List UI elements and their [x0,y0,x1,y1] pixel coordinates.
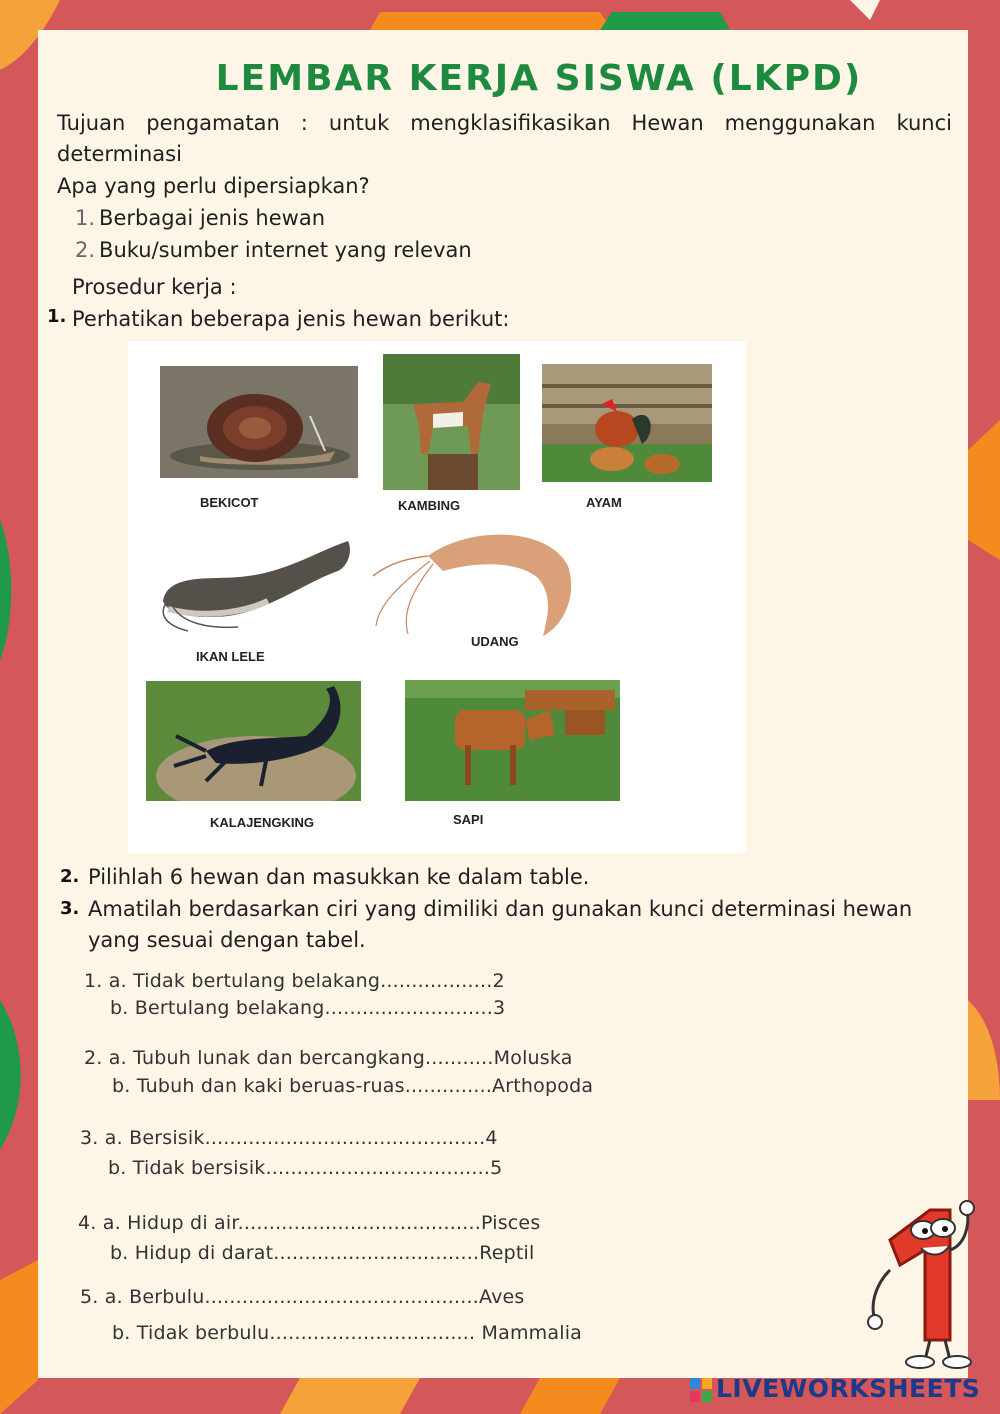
animal-label: BEKICOT [200,495,259,510]
key-line: b. Tidak berbulu................................. Mammalia [112,1322,583,1344]
cattle-photo [405,680,620,801]
key-line: 3. a. Bersisik.............................................4 [80,1127,498,1149]
key-line: 1. a. Tidak bertulang belakang..................2 [84,970,505,992]
key-line: b. Tidak bersisik....................................5 [108,1157,503,1179]
animal-label: KALAJENGKING [210,815,315,830]
step-number: 3. [60,898,80,919]
observation-goal: Tujuan pengamatan : untuk mengklasifikasikan Hewan menggunakan kunci determinasi [57,111,952,166]
goat-photo [383,354,520,490]
snail-photo [160,366,358,478]
prep-item-text: Buku/sumber internet yang relevan [99,238,472,262]
step-text: Perhatikan beberapa jenis hewan berikut: [72,307,510,331]
animal-label: AYAM [586,495,622,510]
chicken-photo [542,364,712,482]
prep-item-number: 2. [75,238,96,262]
animal-label: KAMBING [398,498,461,513]
key-line: b. Bertulang belakang...........................3 [110,997,506,1019]
brand-name: LIVEWORKSHEETS [716,1374,981,1403]
step-text: Pilihlah 6 hewan dan masukkan ke dalam table. [88,865,590,889]
preparation-question: Apa yang perlu dipersiapkan? [57,174,370,198]
key-line: 5. a. Berbulu............................................Aves [80,1286,525,1308]
animal-label: UDANG [471,634,519,649]
animal-images-panel [128,341,746,853]
procedure-label: Prosedur kerja : [72,275,237,299]
step-number: 1. [47,306,67,327]
key-line: 4. a. Hidup di air.......................................Pisces [78,1212,541,1234]
liveworksheets-logo-icon [690,1378,712,1402]
step-text: Amatilah berdasarkan ciri yang dimiliki dan gunakan kunci determinasi hewan yang sesuai dengan tabel. [88,897,913,952]
prep-item-number: 1. [75,206,96,230]
page-title: LEMBAR KERJA SISWA (LKPD) [215,58,863,99]
prep-item [75,203,325,234]
key-line: b. Tubuh dan kaki beruas-ruas..............Arthopoda [112,1075,594,1097]
animal-label: SAPI [453,812,484,827]
catfish-photo [148,531,358,641]
prep-item-text: Berbagai jenis hewan [99,206,326,230]
scorpion-photo [146,681,361,801]
key-line: 2. a. Tubuh lunak dan bercangkang...........Moluska [84,1047,573,1069]
shrimp-photo [368,516,583,641]
number-one-mascot-icon [855,1190,985,1370]
animal-label: IKAN LELE [196,649,265,664]
key-line: b. Hidup di darat.................................Reptil [110,1242,535,1264]
step-number: 2. [60,866,80,887]
prep-item [75,235,472,266]
